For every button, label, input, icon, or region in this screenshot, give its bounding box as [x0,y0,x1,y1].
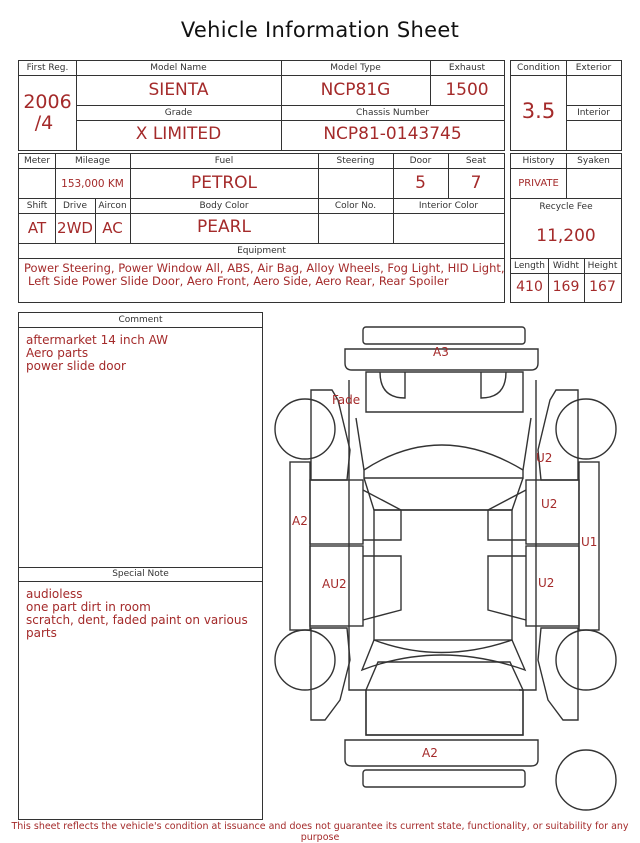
syaken-label: Syaken [577,156,610,166]
door-label: Door [409,156,432,166]
shift-value: AT [27,219,47,237]
door-value: 5 [415,173,426,193]
exhaust-value: 1500 [445,80,489,100]
mark-right-front-door: U2 [541,497,558,511]
disclaimer-footer: This sheet reflects the vehicle's condition at issuance and does not guarantee its current state, functionality, or suitability for any purpose [11,821,629,843]
body-color-value: PEARL [197,217,251,237]
mark-left-rear-door: AU2 [322,577,347,591]
model-name-label: Model Name [150,63,207,73]
mark-right-side: U1 [581,535,598,549]
shift-label: Shift [26,201,48,211]
comment-label: Comment [118,315,163,325]
mark-right-front-wheel: U2 [536,451,553,465]
interior-label: Interior [577,108,610,118]
comment-box [18,312,263,820]
mark-bottom-center: A2 [422,746,438,760]
comment-line-1: aftermarket 14 inch AW [26,333,169,347]
length-value: 410 [516,279,543,295]
mark-left-side: A2 [292,514,308,528]
history-value: PRIVATE [518,178,559,189]
history-box [510,153,622,303]
special-note-label: Special Note [112,569,169,579]
model-type-label: Model Type [330,63,381,73]
fuel-label: Fuel [214,156,234,166]
special-note-line-1: audioless [26,587,83,601]
mark-top-center: A3 [433,345,449,359]
mark-right-rear-door: U2 [538,576,555,590]
exhaust-label: Exhaust [448,63,486,73]
width-label: Widht [552,261,580,271]
special-note-line-2: one part dirt in room [26,600,151,614]
meter-label: Meter [23,156,51,166]
aircon-label: Aircon [98,201,127,211]
comment-line-2: Aero parts [26,346,89,360]
length-label: Length [513,261,546,271]
height-value: 167 [589,279,616,295]
aircon-value: AC [102,219,123,237]
chassis-number-value: NCP81-0143745 [323,124,462,144]
history-label: History [522,156,555,166]
mileage-label: Mileage [74,156,111,166]
interior-color-label: Interior Color [418,201,479,211]
model-name-value: SIENTA [148,80,209,100]
exterior-label: Exterior [575,63,612,73]
equipment-label: Equipment [237,246,286,256]
seat-value: 7 [470,173,482,193]
height-label: Height [587,261,618,271]
main-info-box [18,60,505,151]
color-no-label: Color No. [334,201,377,211]
comment-line-3: power slide door [26,359,126,373]
recycle-fee-value: 11,200 [536,226,596,246]
first-reg-year: 2006 [23,91,72,113]
width-value: 169 [552,279,580,295]
drive-value: 2WD [57,219,93,237]
condition-box [510,60,622,151]
model-type-value: NCP81G [320,80,391,100]
special-note-line-3: scratch, dent, faded paint on various [26,613,248,627]
condition-value: 3.5 [521,99,556,123]
fuel-value: PETROL [190,173,258,193]
seat-label: Seat [465,156,487,166]
car-damage-diagram [270,318,630,818]
chassis-number-label: Chassis Number [355,108,430,118]
recycle-fee-label: Recycle Fee [539,202,593,212]
mark-front-left: Fade [332,393,361,407]
page-title: Vehicle Information Sheet [180,18,460,42]
equipment-line-2: Left Side Power Slide Door, Aero Front, Aero Side, Aero Rear, Rear Spoiler [28,274,449,288]
mileage-value: 153,000 KM [61,178,124,190]
condition-label: Condition [517,63,560,73]
equipment-line-1: Power Steering, Power Window All, ABS, Air Bag, Alloy Wheels, Fog Light, HID Light, [24,261,505,275]
spec-box [18,153,505,303]
first-reg-label: First Reg. [26,63,69,73]
drive-label: Drive [63,201,87,211]
steering-label: Steering [336,156,375,166]
first-reg-month: /4 [34,112,54,134]
special-note-line-4: parts [26,626,57,640]
grade-value: X LIMITED [135,124,222,144]
grade-label: Grade [164,108,193,118]
body-color-label: Body Color [199,201,249,211]
